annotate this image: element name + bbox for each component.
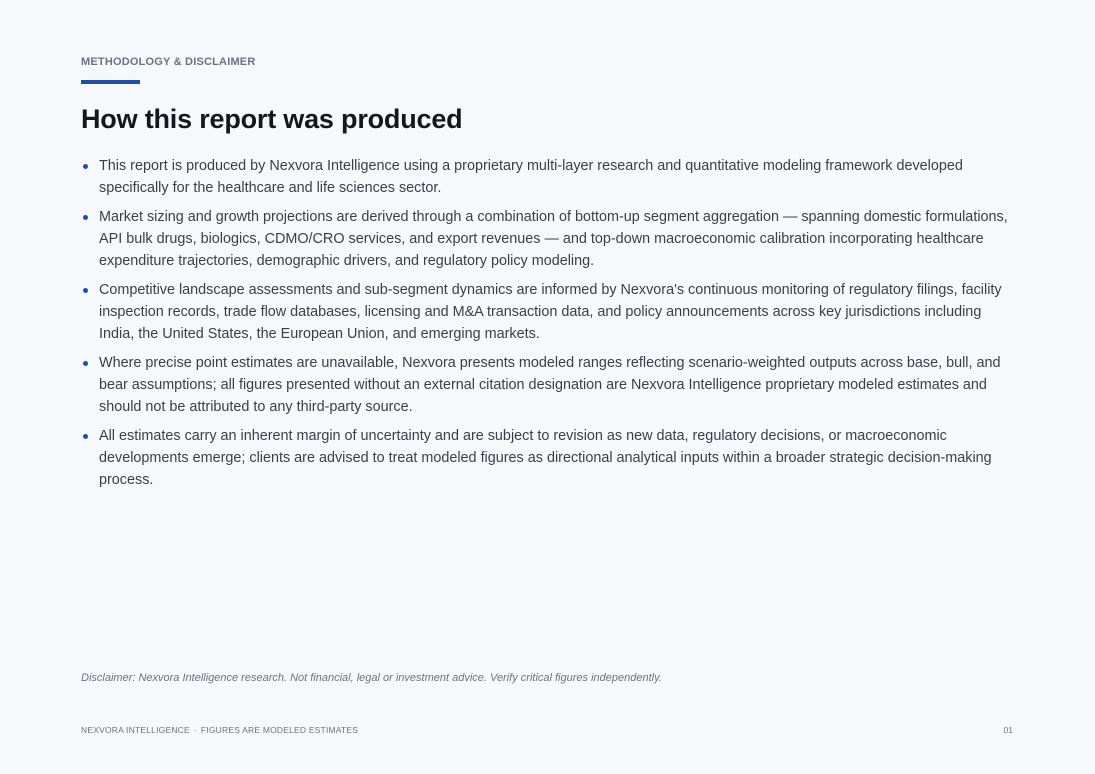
page-number: 01 xyxy=(1003,725,1013,735)
list-item xyxy=(81,279,1011,345)
bullet-text: All estimates carry an inherent margin of uncertainty and are subject to revision as new data, regulatory decisions, or macroeconomic developments emerge; clients are advised to treat modeled figures as directional analytical inputs within a broader strategic decision-making process. xyxy=(99,428,992,488)
section-eyebrow: METHODOLOGY & DISCLAIMER xyxy=(81,56,256,68)
footer-separator: · xyxy=(193,725,197,735)
bullet-text: This report is produced by Nexvora Intelligence using a proprietary multi-layer research and quantitative modeling framework developed specifically for the healthcare and life sciences sector. xyxy=(99,158,963,196)
bullet-text: Market sizing and growth projections are derived through a combination of bottom-up segment aggregation — spanning domestic formulations, API bulk drugs, biologics, CDMO/CRO services, and export revenues — and top-down macroeconomic calibration incorporating healthcare expenditure trajectories, demographic drivers, and regulatory policy modeling. xyxy=(99,209,1008,269)
disclaimer-text: Disclaimer: Nexvora Intelligence research. Not financial, legal or investment advice. Verify critical figures independently. xyxy=(81,672,662,684)
page-title: How this report was produced xyxy=(81,104,463,134)
methodology-list xyxy=(81,155,1011,498)
bullet-icon xyxy=(83,215,88,220)
bullet-text: Competitive landscape assessments and sub-segment dynamics are informed by Nexvora's continuous monitoring of regulatory filings, facility inspection records, trade flow databases, licensing and M&A transaction data, and policy announcements across key jurisdictions including India, the United States, the European Union, and emerging markets. xyxy=(99,282,1002,342)
footer-brand: NEXVORA INTELLIGENCE xyxy=(81,725,190,735)
bullet-icon xyxy=(83,164,88,169)
bullet-text: Where precise point estimates are unavailable, Nexvora presents modeled ranges reflecting scenario-weighted outputs across base, bull, and bear assumptions; all figures presented without an external citation designation are Nexvora Intelligence proprietary modeled estimates and should not be attributed to any third-party source. xyxy=(99,355,1001,415)
accent-rule xyxy=(81,80,140,84)
bullet-icon xyxy=(83,434,88,439)
list-item xyxy=(81,352,1011,418)
list-item xyxy=(81,206,1011,272)
footer-left xyxy=(81,725,358,735)
list-item xyxy=(81,155,1011,199)
list-item xyxy=(81,425,1011,491)
bullet-icon xyxy=(83,288,88,293)
footer-note: FIGURES ARE MODELED ESTIMATES xyxy=(200,725,359,735)
bullet-icon xyxy=(83,361,88,366)
